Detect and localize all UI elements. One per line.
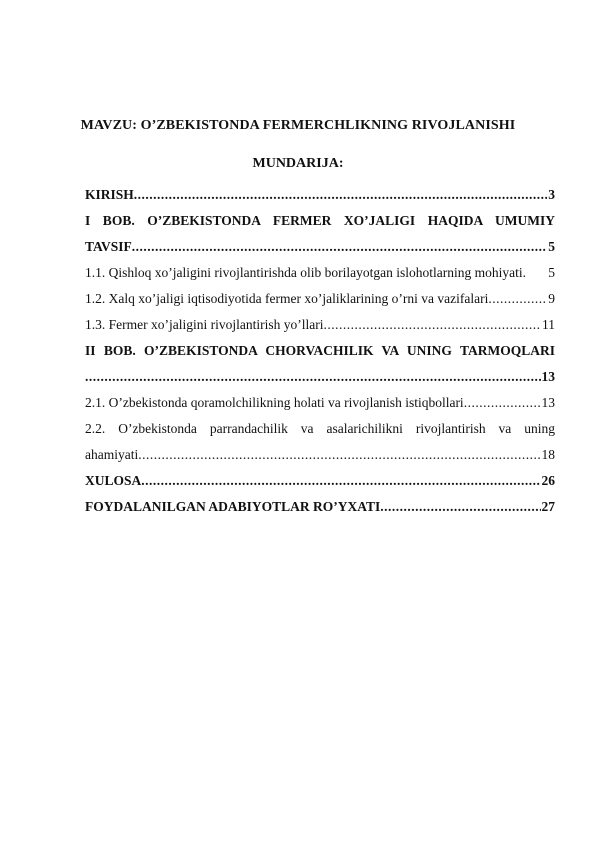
toc-heading: MUNDARIJA:: [252, 156, 344, 171]
toc-page-number: 5: [548, 239, 555, 254]
toc-entry-line: II BOB. O’ZBEKISTONDA CHORVACHILIK VA UNING TARMOQLARI: [85, 343, 555, 358]
table-of-contents: [85, 182, 555, 520]
toc-entry-section-2-2[interactable]: [85, 416, 555, 468]
toc-entry-chapter-1[interactable]: [85, 208, 555, 260]
toc-entry-references[interactable]: [85, 494, 555, 520]
document-title: MAVZU: O’ZBEKISTONDA FERMERCHLIKNING RIVOJLANISHI: [80, 118, 516, 133]
toc-page-number: 11: [542, 317, 555, 332]
toc-page-number: 26: [541, 473, 555, 488]
toc-entry-section-1-1[interactable]: [85, 260, 555, 286]
toc-page-number: 27: [541, 499, 555, 514]
toc-page-number: 9: [548, 291, 555, 306]
toc-leader-dots: [85, 364, 541, 390]
toc-entry-section-1-2[interactable]: [85, 286, 555, 312]
toc-entry-label: 1.3. Fermer xo’jaligini rivojlantirish yo’llari: [85, 317, 324, 332]
toc-entry-section-2-1[interactable]: [85, 390, 555, 416]
toc-leader-dots: [464, 390, 541, 416]
toc-page-number: 5: [548, 265, 555, 280]
toc-entry-label: ahamiyati: [85, 447, 139, 462]
toc-leader-dots: [380, 494, 540, 520]
toc-page-number: 13: [541, 369, 555, 384]
toc-entry-label: 1.2. Xalq xo’jaligi iqtisodiyotida fermer xo’jaliklarining o’rni va vazifalari: [85, 291, 489, 306]
toc-entry-label: XULOSA: [85, 473, 142, 488]
toc-leader-dots: [488, 286, 547, 312]
toc-entry-label: 2.1. O’zbekistonda qoramolchilikning holati va rivojlanish istiqbollari: [85, 395, 464, 410]
toc-entry-line: I BOB. O’ZBEKISTONDA FERMER XO’JALIGI HAQIDA UMUMIY: [85, 213, 555, 228]
toc-leader-dots: [138, 442, 540, 468]
toc-leader-dots: [132, 234, 547, 260]
toc-entry-section-1-3[interactable]: [85, 312, 555, 338]
toc-entry-label: FOYDALANILGAN ADABIYOTLAR RO’YXATI: [85, 499, 381, 514]
toc-page-number: 3: [548, 187, 555, 202]
toc-entry-line: 2.2. O’zbekistonda parrandachilik va asalarichilikni rivojlantirish va uning: [85, 421, 555, 436]
toc-entry-chapter-2[interactable]: [85, 338, 555, 390]
toc-page-number: 13: [541, 395, 555, 410]
toc-leader-dots: [134, 182, 547, 208]
toc-entry-label: 1.1. Qishloq xo’jaligini rivojlantirishda olib borilayotgan islohotlarning mohiyati.: [85, 265, 526, 280]
toc-leader-dots: [141, 468, 540, 494]
toc-page-number: 18: [541, 447, 555, 462]
toc-entry-label: TAVSIF: [85, 239, 132, 254]
toc-entry-introduction[interactable]: [85, 182, 555, 208]
toc-entry-label: KIRISH: [85, 187, 134, 202]
toc-entry-conclusion[interactable]: [85, 468, 555, 494]
toc-leader-dots: [323, 312, 541, 338]
